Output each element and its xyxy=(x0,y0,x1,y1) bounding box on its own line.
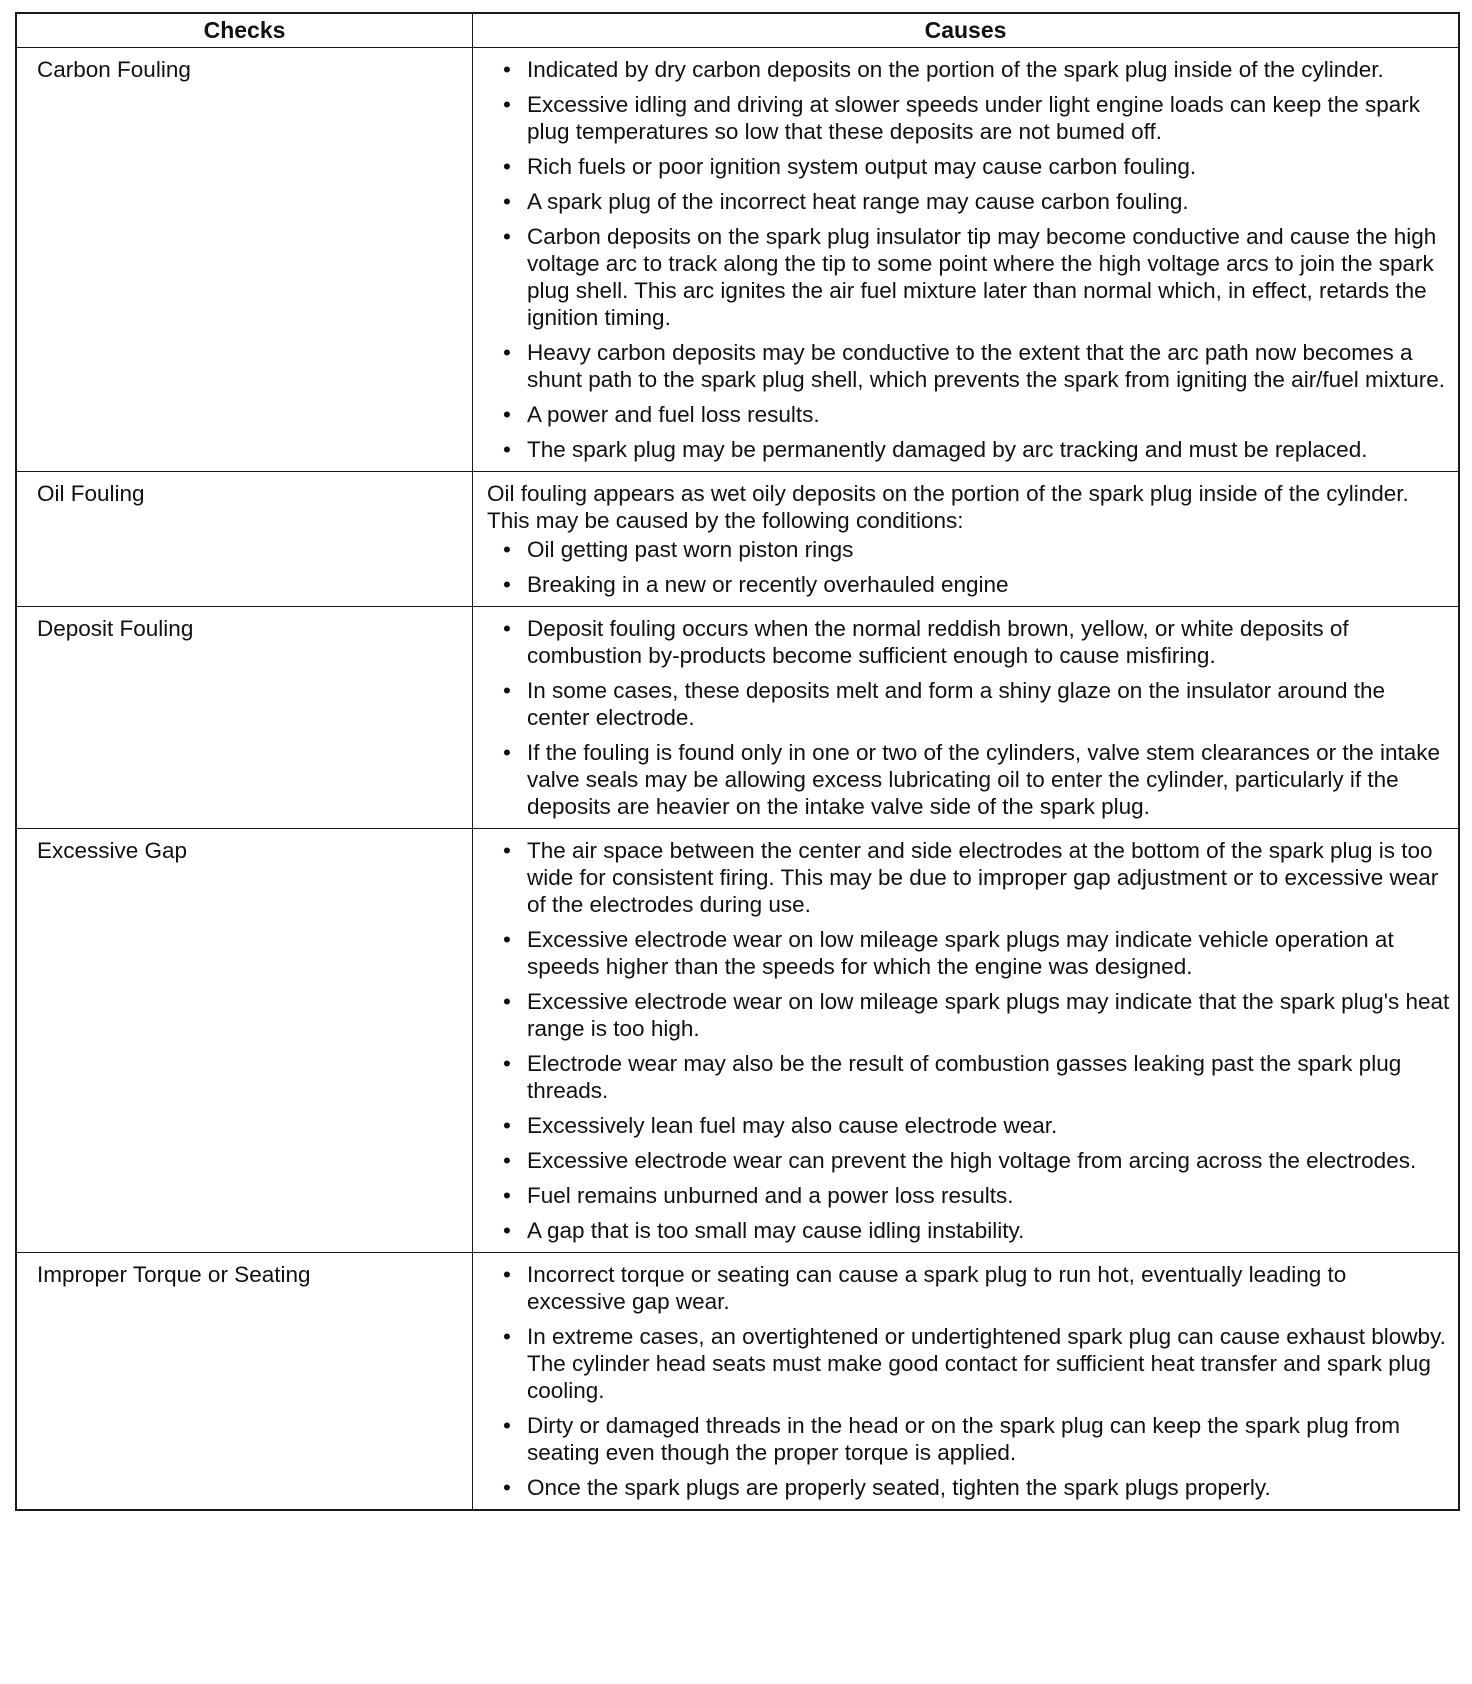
bullet-icon: • xyxy=(503,189,511,214)
cause-intro-text: Oil fouling appears as wet oily deposits on the portion of the spark plug inside of the cylinder. This may be caused by the following conditions: xyxy=(487,481,1409,533)
causes-cell xyxy=(473,829,1460,1253)
bullet-icon: • xyxy=(503,740,511,765)
cause-text: Breaking in a new or recently overhauled engine xyxy=(527,572,1009,597)
bullet-icon: • xyxy=(503,1262,511,1287)
cause-text: Carbon deposits on the spark plug insulator tip may become conductive and cause the high voltage arc to track along the tip to some point where the high voltage arcs to join the spark plug shell. This arc ignites the air fuel mixture later than normal which, in effect, retards the ignition timing. xyxy=(527,224,1437,330)
bullet-icon: • xyxy=(503,572,511,597)
cause-text: A power and fuel loss results. xyxy=(527,402,820,427)
cause-list-item xyxy=(487,1050,1450,1104)
cause-list-item xyxy=(487,739,1450,820)
table-row xyxy=(16,607,1459,829)
cause-text: Incorrect torque or seating can cause a spark plug to run hot, eventually leading to excessive gap wear. xyxy=(527,1262,1347,1314)
cause-text: Excessively lean fuel may also cause electrode wear. xyxy=(527,1113,1058,1138)
cause-list-item xyxy=(487,571,1450,598)
bullet-icon: • xyxy=(503,92,511,117)
cause-text: Excessive electrode wear on low mileage spark plugs may indicate vehicle operation at speeds higher than the speeds for which the engine was designed. xyxy=(527,927,1394,979)
table-header xyxy=(16,13,1459,48)
cause-list-item xyxy=(487,1412,1450,1466)
bullet-icon: • xyxy=(503,57,511,82)
table-row xyxy=(16,48,1459,472)
causes-cell xyxy=(473,472,1460,607)
causes-column-header: Causes xyxy=(473,13,1460,48)
cause-text: Excessive electrode wear can prevent the high voltage from arcing across the electrodes. xyxy=(527,1148,1417,1173)
check-name: Carbon Fouling xyxy=(16,48,473,472)
cause-text: In extreme cases, an overtightened or undertightened spark plug can cause exhaust blowby. The cylinder head seats must make good contact for sufficient heat transfer and spark plug cooling. xyxy=(527,1324,1446,1403)
cause-text: Fuel remains unburned and a power loss results. xyxy=(527,1183,1014,1208)
cause-text: A gap that is too small may cause idling instability. xyxy=(527,1218,1025,1243)
table-row xyxy=(16,829,1459,1253)
table-row xyxy=(16,1253,1459,1511)
bullet-icon: • xyxy=(503,1183,511,1208)
bullet-icon: • xyxy=(503,678,511,703)
cause-list-item xyxy=(487,1261,1450,1315)
cause-text: Excessive electrode wear on low mileage spark plugs may indicate that the spark plug's heat range is too high. xyxy=(527,989,1450,1041)
cause-text: Dirty or damaged threads in the head or on the spark plug can keep the spark plug from seating even though the proper torque is applied. xyxy=(527,1413,1401,1465)
cause-list-item xyxy=(487,91,1450,145)
bullet-icon: • xyxy=(503,224,511,249)
cause-list-item xyxy=(487,1217,1450,1244)
check-name: Improper Torque or Seating xyxy=(16,1253,473,1511)
cause-text: Rich fuels or poor ignition system output may cause carbon fouling. xyxy=(527,154,1197,179)
cause-list-item xyxy=(487,677,1450,731)
bullet-icon: • xyxy=(503,402,511,427)
cause-list-item xyxy=(487,1147,1450,1174)
bullet-icon: • xyxy=(503,989,511,1014)
table-body xyxy=(16,48,1459,1511)
cause-list xyxy=(487,56,1450,463)
cause-text: Heavy carbon deposits may be conductive to the extent that the arc path now becomes a shunt path to the spark plug shell, which prevents the spark from igniting the air/fuel mixture. xyxy=(527,340,1445,392)
bullet-icon: • xyxy=(503,1413,511,1438)
bullet-icon: • xyxy=(503,537,511,562)
cause-text: In some cases, these deposits melt and form a shiny glaze on the insulator around the center electrode. xyxy=(527,678,1385,730)
bullet-icon: • xyxy=(503,927,511,952)
cause-list-item xyxy=(487,188,1450,215)
causes-cell xyxy=(473,607,1460,829)
cause-list-item xyxy=(487,536,1450,563)
cause-list-item xyxy=(487,1112,1450,1139)
causes-cell xyxy=(473,48,1460,472)
bullet-icon: • xyxy=(503,1148,511,1173)
cause-list-item xyxy=(487,1182,1450,1209)
cause-list xyxy=(487,837,1450,1244)
cause-text: Electrode wear may also be the result of combustion gasses leaking past the spark plug threads. xyxy=(527,1051,1402,1103)
cause-list-item xyxy=(487,926,1450,980)
bullet-icon: • xyxy=(503,1475,511,1500)
cause-text: Indicated by dry carbon deposits on the portion of the spark plug inside of the cylinder. xyxy=(527,57,1384,82)
bullet-icon: • xyxy=(503,154,511,179)
header-row xyxy=(16,13,1459,48)
checks-causes-table xyxy=(15,12,1460,1511)
cause-list-item xyxy=(487,223,1450,331)
check-name: Excessive Gap xyxy=(16,829,473,1253)
bullet-icon: • xyxy=(503,838,511,863)
cause-text: The spark plug may be permanently damaged by arc tracking and must be replaced. xyxy=(527,437,1368,462)
causes-cell xyxy=(473,1253,1460,1511)
cause-text: If the fouling is found only in one or two of the cylinders, valve stem clearances or the intake valve seals may be allowing excess lubricating oil to enter the cylinder, particularly if the deposits are heavier on the intake valve side of the spark plug. xyxy=(527,740,1440,819)
cause-text: A spark plug of the incorrect heat range may cause carbon fouling. xyxy=(527,189,1189,214)
bullet-icon: • xyxy=(503,1324,511,1349)
cause-text: Oil getting past worn piston rings xyxy=(527,537,854,562)
cause-list xyxy=(487,536,1450,598)
bullet-icon: • xyxy=(503,616,511,641)
cause-list-item xyxy=(487,401,1450,428)
cause-text: Once the spark plugs are properly seated, tighten the spark plugs properly. xyxy=(527,1475,1271,1500)
cause-list-item xyxy=(487,1474,1450,1501)
check-name: Deposit Fouling xyxy=(16,607,473,829)
cause-list-item xyxy=(487,153,1450,180)
cause-list-item xyxy=(487,56,1450,83)
check-name: Oil Fouling xyxy=(16,472,473,607)
cause-list-item xyxy=(487,837,1450,918)
cause-list xyxy=(487,1261,1450,1501)
cause-list-item xyxy=(487,436,1450,463)
cause-list xyxy=(487,615,1450,820)
cause-text: Excessive idling and driving at slower speeds under light engine loads can keep the spark plug temperatures so low that these deposits are not bumed off. xyxy=(527,92,1421,144)
cause-list-item xyxy=(487,988,1450,1042)
bullet-icon: • xyxy=(503,1051,511,1076)
cause-list-item xyxy=(487,339,1450,393)
cause-list-item xyxy=(487,1323,1450,1404)
bullet-icon: • xyxy=(503,1218,511,1243)
cause-text: Deposit fouling occurs when the normal reddish brown, yellow, or white deposits of combustion by-products become sufficient enough to cause misfiring. xyxy=(527,616,1349,668)
cause-text: The air space between the center and side electrodes at the bottom of the spark plug is too wide for consistent firing. This may be due to improper gap adjustment or to excessive wear of the electrodes during use. xyxy=(527,838,1439,917)
checks-column-header: Checks xyxy=(16,13,473,48)
bullet-icon: • xyxy=(503,437,511,462)
bullet-icon: • xyxy=(503,340,511,365)
cause-list-item xyxy=(487,615,1450,669)
bullet-icon: • xyxy=(503,1113,511,1138)
table-row xyxy=(16,472,1459,607)
